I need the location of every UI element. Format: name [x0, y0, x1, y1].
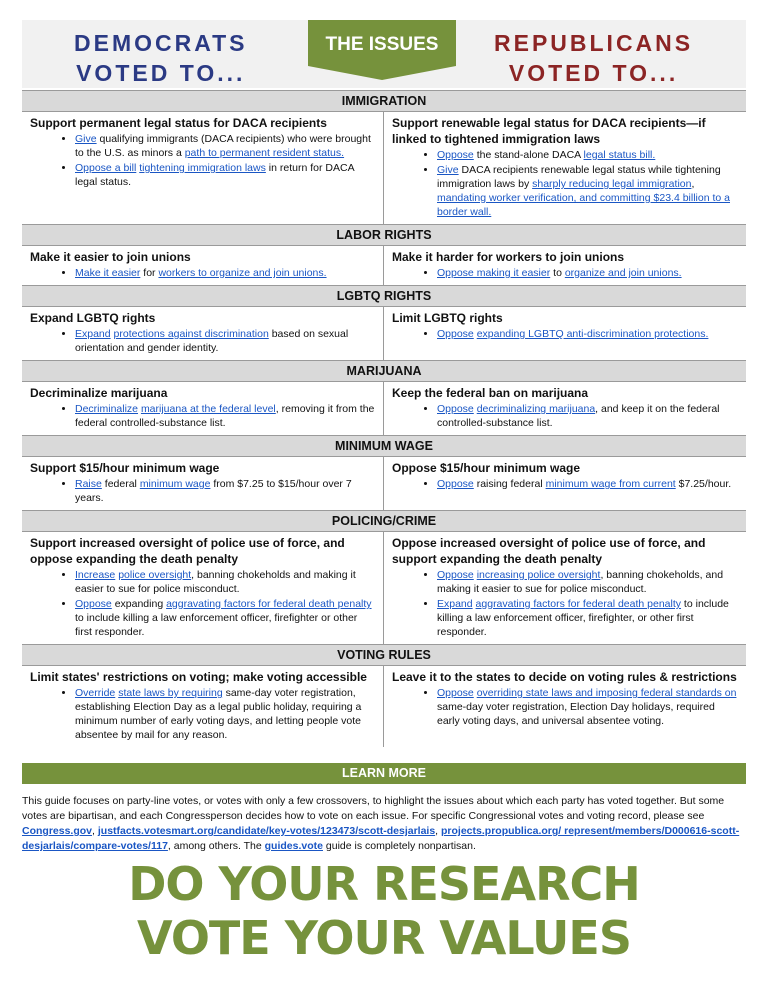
vote-bullet-list	[30, 568, 377, 639]
vote-text: federal	[101, 478, 140, 490]
republican-column	[384, 307, 746, 360]
democrat-position-heading: Support permanent legal status for DACA recipients	[30, 116, 327, 130]
democrat-column	[22, 382, 384, 435]
republican-column	[384, 532, 746, 644]
republican-column	[384, 382, 746, 435]
votesmart-link[interactable]: justfacts.votesmart.org/candidate/key-votes/123473/scott-desjarlais	[97, 825, 436, 837]
section-body	[22, 666, 746, 747]
vote-bullet-list	[392, 148, 740, 219]
republican-position-heading: Make it harder for workers to join unions	[392, 250, 625, 264]
republicans-line-1: REPUBLICANS	[494, 30, 694, 56]
section-title: LABOR RIGHTS	[22, 224, 746, 246]
vote-text: , and keep it on the federal controlled-substance list.	[437, 403, 720, 429]
vote-text: from $7.25 to $15/hour over 7 years.	[75, 478, 352, 504]
vote-link[interactable]: Make it easier	[75, 267, 141, 279]
vote-bullet	[437, 597, 740, 639]
learn-more-bar: LEARN MORE	[22, 763, 746, 784]
vote-link[interactable]: overriding state laws and imposing federal standards on	[476, 687, 737, 699]
section-body	[22, 307, 746, 360]
vote-bullet-list	[392, 327, 740, 341]
republican-position-heading: Oppose $15/hour minimum wage	[392, 461, 581, 475]
vote-bullet	[437, 686, 740, 728]
vote-bullet	[75, 327, 377, 355]
vote-link[interactable]: increasing police oversight	[476, 569, 601, 581]
vote-link[interactable]: decriminalizing marijuana	[476, 403, 596, 415]
vote-bullet	[75, 686, 377, 742]
header-banner	[22, 20, 746, 88]
vote-text: for	[140, 267, 159, 279]
vote-bullet	[75, 132, 377, 160]
vote-link[interactable]: state laws by requiring	[118, 687, 223, 699]
democrats-heading	[74, 28, 248, 88]
congress-gov-link[interactable]: Congress.gov	[22, 825, 93, 837]
republican-position-heading: Limit LGBTQ rights	[392, 311, 503, 325]
vote-bullet-list	[392, 266, 740, 280]
democrat-column	[22, 666, 384, 747]
vote-bullet	[437, 568, 740, 596]
republican-column	[384, 666, 746, 747]
vote-bullet-list	[30, 402, 377, 430]
section-body	[22, 112, 746, 224]
vote-link[interactable]: path to permanent resident status.	[184, 147, 345, 159]
democrat-column	[22, 457, 384, 510]
vote-bullet-list	[30, 327, 377, 355]
vote-text: in return for DACA legal status.	[75, 162, 354, 188]
vote-text: raising federal	[473, 478, 546, 490]
issues-table	[22, 90, 746, 747]
vote-link[interactable]: Expand	[437, 598, 473, 610]
footer-separator-2: ,	[435, 825, 442, 837]
democrat-position-heading: Decriminalize marijuana	[30, 386, 168, 400]
vote-bullet	[437, 266, 740, 280]
republicans-heading	[494, 28, 693, 88]
vote-bullet-list	[392, 402, 740, 430]
vote-bullet	[75, 568, 377, 596]
democrats-line-1: DEMOCRATS	[74, 30, 248, 56]
vote-bullet-list	[30, 132, 377, 189]
vote-bullet-list	[30, 266, 377, 280]
vote-link[interactable]: Oppose making it easier	[437, 267, 551, 279]
vote-link[interactable]: Raise	[75, 478, 102, 490]
vote-bullet	[437, 327, 740, 341]
vote-bullet-list	[392, 477, 740, 491]
vote-link[interactable]: expanding LGBTQ anti-discrimination protections.	[476, 328, 709, 340]
footer-text-1: This guide focuses on party-line votes, or votes with only a few crossovers, to highlight the issues about which each party has voted together. But some votes are bipartisan, and each Congressperson decides how to vote on each issue. For specific Congressional votes and voting record, please see	[22, 795, 725, 822]
vote-link[interactable]: Oppose	[437, 328, 474, 340]
republican-column	[384, 112, 746, 224]
democrat-column	[22, 532, 384, 644]
vote-link[interactable]: aggravating factors for federal death penalty	[475, 598, 682, 610]
democrat-position-heading: Support increased oversight of police use of force, and oppose expanding the death penalty	[30, 536, 345, 566]
republican-position-heading: Keep the federal ban on marijuana	[392, 386, 589, 400]
vote-link[interactable]: sharply reducing legal immigration	[532, 178, 692, 190]
vote-text: based on sexual orientation and gender identity.	[75, 328, 349, 354]
slogan-line-2: VOTE YOUR VALUES	[137, 911, 631, 965]
vote-bullet-list	[30, 477, 377, 505]
vote-link[interactable]: tightening immigration laws	[139, 162, 266, 174]
footer-text-2: , among others. The	[167, 840, 265, 852]
vote-bullet	[75, 597, 377, 639]
vote-text: same-day voter registration, Election Day holidays, required early voting days, and universal absentee voting.	[437, 701, 715, 727]
republicans-line-2: VOTED TO...	[508, 60, 679, 86]
vote-link[interactable]: Oppose	[437, 403, 474, 415]
republican-position-heading: Oppose increased oversight of police use of force, and support expanding the death penalty	[392, 536, 706, 566]
guides-vote-link[interactable]: guides.vote	[264, 840, 323, 852]
vote-link[interactable]: Expand	[75, 328, 111, 340]
vote-link[interactable]: Oppose	[75, 598, 112, 610]
vote-bullet	[75, 266, 377, 280]
vote-link[interactable]: police oversight	[118, 569, 192, 581]
democrat-position-heading: Limit states' restrictions on voting; make voting accessible	[30, 670, 367, 684]
vote-link[interactable]: Give	[437, 164, 459, 176]
section-title: MARIJUANA	[22, 360, 746, 382]
vote-text: ,	[691, 178, 695, 190]
vote-text: $7.25/hour.	[675, 478, 732, 490]
vote-link[interactable]: Oppose	[437, 478, 474, 490]
vote-text: , removing it from the federal controlled-substance list.	[75, 403, 375, 429]
vote-text: DACA recipients renewable legal status while tightening immigration laws by	[437, 164, 721, 190]
vote-bullet	[75, 161, 377, 189]
vote-text: , banning chokeholds and making it easier to sue for police misconduct.	[75, 569, 356, 595]
vote-link[interactable]: protections against discrimination	[113, 328, 269, 340]
vote-link[interactable]: Oppose	[437, 569, 474, 581]
vote-link[interactable]: Give	[75, 133, 97, 145]
section-title: IMMIGRATION	[22, 90, 746, 112]
vote-link[interactable]: Decriminalize	[75, 403, 139, 415]
vote-bullet-list	[392, 568, 740, 639]
section-title: POLICING/CRIME	[22, 510, 746, 532]
democrat-position-heading: Support $15/hour minimum wage	[30, 461, 220, 475]
vote-link[interactable]: minimum wage from current	[545, 478, 676, 490]
the-issues-badge	[308, 20, 456, 80]
section-body	[22, 246, 746, 285]
vote-bullet	[75, 402, 377, 430]
vote-text: same-day voter registration, establishing Election Day as a legal public holiday, requiring a minimum number of early voting days, and letting people vote absentee by mail for any reason.	[75, 687, 362, 741]
vote-text: to include killing a law enforcement officer, firefighter or other first responder.	[75, 612, 358, 638]
vote-bullet	[75, 477, 377, 505]
republican-position-heading: Support renewable legal status for DACA recipients—if linked to tightened immigration laws	[392, 116, 706, 146]
section-title: VOTING RULES	[22, 644, 746, 666]
democrat-column	[22, 112, 384, 224]
vote-link[interactable]: Override	[75, 687, 116, 699]
section-title: MINIMUM WAGE	[22, 435, 746, 457]
republican-column	[384, 246, 746, 285]
vote-link[interactable]: Oppose	[437, 149, 474, 161]
vote-text: to	[550, 267, 565, 279]
section-body	[22, 532, 746, 644]
democrat-column	[22, 307, 384, 360]
vote-link[interactable]: mandating worker verification, and committing $23.4 billion to a border wall.	[437, 192, 730, 218]
footer-text-3: guide is completely nonpartisan.	[322, 840, 476, 852]
vote-bullet	[437, 402, 740, 430]
vote-text: , banning chokeholds, and making it easier to sue for police misconduct.	[437, 569, 724, 595]
vote-link[interactable]: legal status bill.	[583, 149, 656, 161]
section-title: LGBTQ RIGHTS	[22, 285, 746, 307]
footer-note	[22, 794, 750, 854]
vote-text: the stand-alone DACA	[473, 149, 584, 161]
section-body	[22, 457, 746, 510]
vote-bullet	[437, 477, 740, 491]
vote-link[interactable]: Oppose a bill	[75, 162, 137, 174]
the-issues-label: THE ISSUES	[325, 34, 439, 55]
vote-link[interactable]: workers to organize and join unions.	[158, 267, 327, 279]
democrat-column	[22, 246, 384, 285]
propublica-link[interactable]: projects.propublica.org/ represent/members/D000616-scott-desjarlais/compare-votes/117	[22, 825, 740, 852]
republican-column	[384, 457, 746, 510]
vote-link[interactable]: minimum wage	[139, 478, 211, 490]
republican-position-heading: Leave it to the states to decide on voting rules & restrictions	[392, 670, 737, 684]
footer-separator-1: ,	[92, 825, 98, 837]
vote-link[interactable]: aggravating factors for federal death penalty	[166, 598, 372, 610]
vote-link[interactable]: organize and join unions.	[564, 267, 682, 279]
vote-link[interactable]: marijuana at the federal level	[140, 403, 276, 415]
vote-text: to include killing a law enforcement officer, firefighter, or other first responder.	[437, 598, 729, 638]
democrats-line-2: VOTED TO...	[76, 60, 246, 86]
vote-link[interactable]: Increase	[75, 569, 116, 581]
vote-link[interactable]: Oppose	[437, 687, 474, 699]
section-body	[22, 382, 746, 435]
vote-bullet	[437, 163, 740, 219]
democrat-position-heading: Expand LGBTQ rights	[30, 311, 156, 325]
vote-text: expanding	[111, 598, 167, 610]
vote-bullet	[437, 148, 740, 162]
slogan-line-1: DO YOUR RESEARCH	[128, 857, 640, 911]
vote-text: qualifying immigrants (DACA recipients) who were brought to the U.S. as minors a	[75, 133, 371, 159]
democrat-position-heading: Make it easier to join unions	[30, 250, 191, 264]
vote-bullet-list	[30, 686, 377, 742]
vote-bullet-list	[392, 686, 740, 728]
